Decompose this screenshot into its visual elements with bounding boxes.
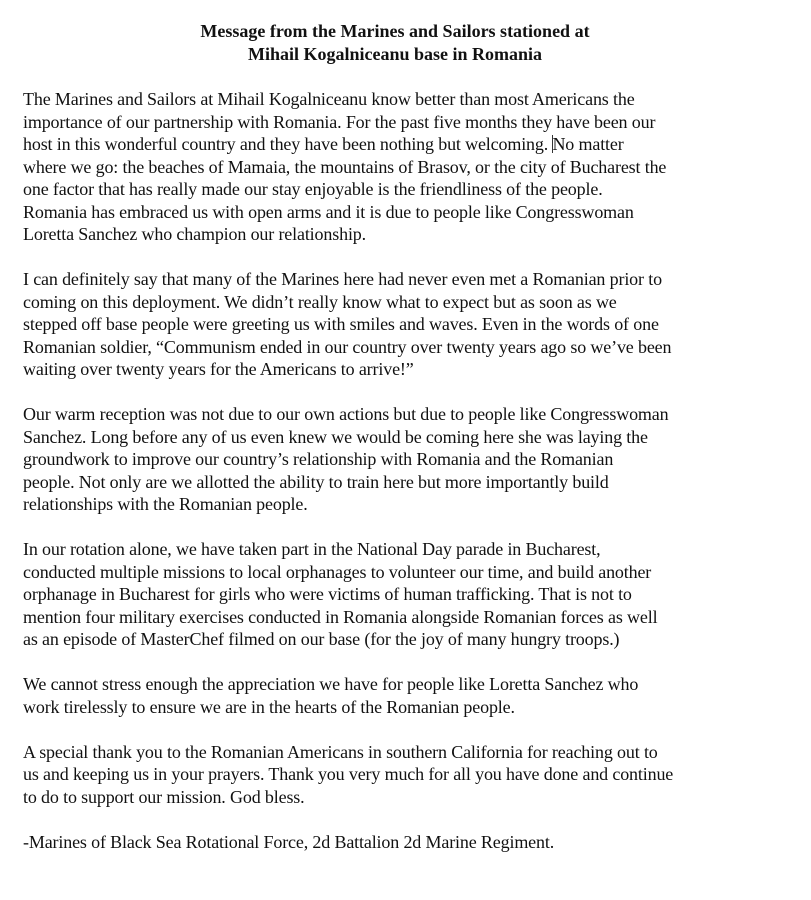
text-line: orphanage in Bucharest for girls who were victims of human trafficking. That is not to: [23, 584, 632, 604]
text-line: relationships with the Romanian people.: [23, 494, 308, 514]
text-line: We cannot stress enough the appreciation we have for people like Loretta Sanchez who: [23, 674, 639, 694]
text-line: Our warm reception was not due to our own actions but due to people like Congresswoman: [23, 404, 669, 424]
text-line: Romania has embraced us with open arms and it is due to people like Congresswoman: [23, 201, 634, 222]
title-line: Message from the Marines and Sailors stationed at: [200, 21, 590, 41]
text-line: coming on this deployment. We didn’t really know what to expect but as soon as we: [23, 291, 617, 312]
text-line: Romanian soldier, “Communism ended in our country over twenty years ago so we’ve been: [23, 336, 672, 357]
text-line: work tirelessly to ensure we are in the hearts of the Romanian people.: [23, 696, 515, 717]
document-title: [0, 20, 790, 65]
text-segment: host in this wonderful country and they have been nothing but welcoming.: [23, 134, 553, 154]
paragraph-first-impressions: [23, 268, 793, 381]
text-line: conducted multiple missions to local orphanages to volunteer our time, and build another: [23, 561, 652, 582]
text-line: A special thank you to the Romanian Americans in southern California for reaching out to: [23, 741, 658, 762]
text-line: one factor that has really made our stay enjoyable is the friendliness of the people.: [23, 179, 603, 199]
document-body[interactable]: [23, 88, 793, 876]
text-line: I can definitely say that many of the Marines here had never even met a Romanian prior to: [23, 269, 662, 289]
text-line: [23, 133, 793, 156]
text-line: stepped off base people were greeting us with smiles and waves. Even in the words of one: [23, 314, 659, 334]
text-line: importance of our partnership with Romania. For the past five months they have been our: [23, 111, 656, 132]
paragraph-partnership: [23, 88, 793, 246]
text-line: Sanchez. Long before any of us even knew we would be coming here she was laying the: [23, 426, 648, 447]
paragraph-appreciation: [23, 673, 793, 718]
text-line: where we go: the beaches of Mamaia, the mountains of Brasov, or the city of Bucharest the: [23, 156, 667, 177]
text-line: mention four military exercises conducted in Romania alongside Romanian forces as well: [23, 606, 658, 627]
paragraph-warm-reception: [23, 403, 793, 516]
title-line: Mihail Kogalniceanu base in Romania: [247, 43, 543, 64]
text-line: people. Not only are we allotted the ability to train here but more importantly build: [23, 471, 609, 492]
text-line: groundwork to improve our country’s relationship with Romania and the Romanian: [23, 449, 614, 469]
text-line: In our rotation alone, we have taken part in the National Day parade in Bucharest,: [23, 539, 601, 559]
text-line: waiting over twenty years for the Americans to arrive!”: [23, 359, 414, 379]
text-line: Loretta Sanchez who champion our relationship.: [23, 224, 366, 244]
text-line: to do to support our mission. God bless.: [23, 786, 305, 807]
paragraph-rotation-activities: [23, 538, 793, 651]
text-line: -Marines of Black Sea Rotational Force, 2d Battalion 2d Marine Regiment.: [23, 831, 555, 852]
text-line: The Marines and Sailors at Mihail Kogalniceanu know better than most Americans the: [23, 89, 635, 109]
text-line: us and keeping us in your prayers. Thank you very much for all you have done and continue: [23, 764, 674, 784]
signature: [23, 831, 793, 854]
text-line: as an episode of MasterChef filmed on our base (for the joy of many hungry troops.): [23, 629, 620, 649]
text-segment: No matter: [552, 134, 624, 154]
paragraph-thank-you: [23, 741, 793, 809]
